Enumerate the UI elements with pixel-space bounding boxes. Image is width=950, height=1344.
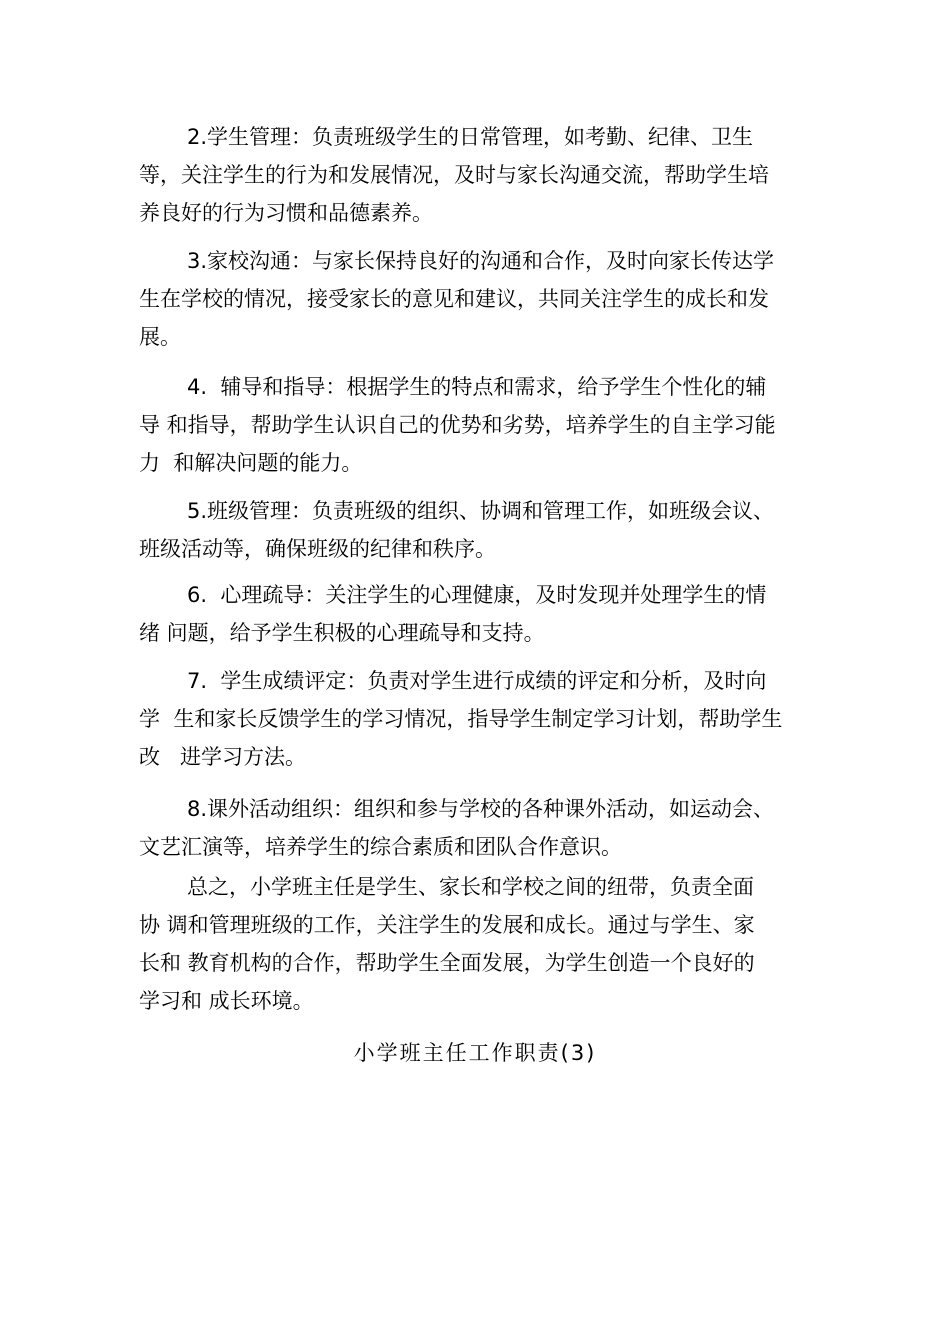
paragraph-line: 导 和指导，帮助学生认识自己的优势和劣势，培养学生的自主学习能 xyxy=(139,413,776,437)
paragraph-line: 等，关注学生的行为和发展情况，及时与家长沟通交流，帮助学生培 xyxy=(139,163,769,187)
paragraph-line: 总之，小学班主任是学生、家长和学校之间的纽带，负责全面 xyxy=(187,875,754,899)
section-title: 小学班主任工作职责(3) xyxy=(353,1041,597,1065)
paragraph-line: 5.班级管理：负责班级的组织、协调和管理工作，如班级会议、 xyxy=(187,499,775,523)
paragraph-line: 力 和解决问题的能力。 xyxy=(139,451,363,475)
paragraph-student-management xyxy=(139,118,809,232)
paragraph-line: 班级活动等，确保班级的纪律和秩序。 xyxy=(139,537,496,561)
paragraph-home-school-communication xyxy=(139,242,809,356)
paragraph-grade-assessment xyxy=(139,662,809,776)
paragraph-line: 展。 xyxy=(139,325,181,349)
paragraph-line: 2.学生管理：负责班级学生的日常管理，如考勤、纪律、卫生 xyxy=(187,125,754,149)
paragraph-psychological-counseling xyxy=(139,576,809,652)
paragraph-summary xyxy=(139,868,809,1020)
paragraph-line: 3.家校沟通：与家长保持良好的沟通和合作，及时向家长传达学 xyxy=(187,249,775,273)
paragraph-line: 4. 辅导和指导：根据学生的特点和需求，给予学生个性化的辅 xyxy=(187,375,767,399)
paragraph-class-management xyxy=(139,492,809,568)
paragraph-line: 学 生和家长反馈学生的学习情况，指导学生制定学习计划，帮助学生 xyxy=(139,707,783,731)
paragraph-line: 绪 问题，给予学生积极的心理疏导和支持。 xyxy=(139,621,545,645)
paragraph-line: 生在学校的情况，接受家长的意见和建议，共同关注学生的成长和发 xyxy=(139,287,769,311)
paragraph-counseling-guidance xyxy=(139,368,809,482)
paragraph-line: 改 进学习方法。 xyxy=(139,745,307,769)
paragraph-line: 协 调和管理班级的工作，关注学生的发展和成长。通过与学生、家 xyxy=(139,913,755,937)
paragraph-line: 8.课外活动组织：组织和参与学校的各种课外活动，如运动会、 xyxy=(187,797,775,821)
paragraph-line: 6. 心理疏导：关注学生的心理健康，及时发现并处理学生的情 xyxy=(187,583,767,607)
paragraph-extracurricular-activities xyxy=(139,790,809,866)
paragraph-line: 学习和 成长环境。 xyxy=(139,989,314,1013)
paragraph-line: 养良好的行为习惯和品德素养。 xyxy=(139,201,433,225)
paragraph-line: 长和 教育机构的合作，帮助学生全面发展，为学生创造一个良好的 xyxy=(139,951,755,975)
paragraph-line: 7. 学生成绩评定：负责对学生进行成绩的评定和分析，及时向 xyxy=(187,669,767,693)
paragraph-line: 文艺汇演等，培养学生的综合素质和团队合作意识。 xyxy=(139,835,622,859)
